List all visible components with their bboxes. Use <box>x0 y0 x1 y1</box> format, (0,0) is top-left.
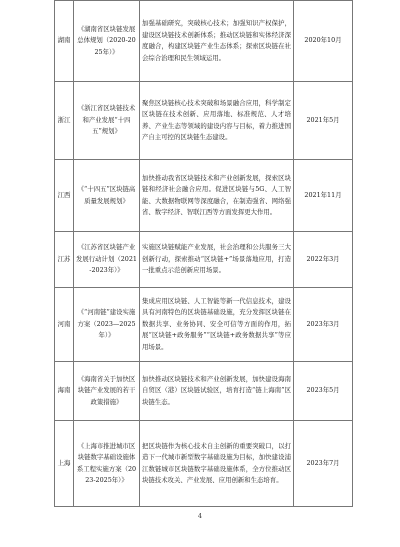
document-name-cell: 《“河南链”建设实施方案（2023—2025年）》 <box>74 288 140 362</box>
region-cell: 上海 <box>55 421 74 507</box>
table-row <box>55 232 353 288</box>
description-cell: 把区块链作为核心技术自主创新的重要突破口，以打造下一代城市新型数字基础设施为目标，加快建设浦江数链城市区块链数字基础设施体系，全方位推动区块链技术攻关、产业发展、应用创新和生态培育。 <box>140 421 294 507</box>
document-name-cell: 《上海市推进城市区块链数字基础设施体系工程实施方案（2023-2025年）》 <box>74 421 140 507</box>
date-cell: 2023年3月 <box>294 288 353 362</box>
document-name-cell: 《浙江省区块链技术和产业发展“十四五”规划》 <box>74 82 140 160</box>
region-cell: 浙江 <box>55 82 74 160</box>
date-cell: 2021年11月 <box>294 160 353 232</box>
region-cell: 河南 <box>55 288 74 362</box>
description-cell: 加快推动区块链技术和产业创新发展，加快建设海南自贸区（港）区块链试验区，培育打造“链上海南”区块链生态。 <box>140 362 294 421</box>
description-cell: 加强基础研究，突破核心技术；加强知识产权保护，建设区块链技术创新体系；推动区块链和实体经济深度融合，构建区块链产业生态体系；探索区块链在社会综合治理和民生领域运用。 <box>140 1 294 82</box>
description-cell: 实施区块链赋能产业发展，社会治理和公共服务三大创新行动，探索推动“区块链+”场景落地应用，打造一批重点示范创新应用场景。 <box>140 232 294 288</box>
document-name-cell: 《海南省关于加快区块链产业发展的若干政策措施》 <box>74 362 140 421</box>
description-cell: 聚焦区块链核心技术突破和场景融合应用，科学制定区块链在技术创新、应用落地、标准规范、人才培养、产业生态等领域的建设内容与目标，着力推进国产自主可控的区块链生态建设。 <box>140 82 294 160</box>
region-cell: 江西 <box>55 160 74 232</box>
table-row <box>55 288 353 362</box>
date-cell: 2022年3月 <box>294 232 353 288</box>
table-row <box>55 362 353 421</box>
region-cell: 江苏 <box>55 232 74 288</box>
table-row <box>55 160 353 232</box>
region-cell: 海南 <box>55 362 74 421</box>
date-cell: 2020年10月 <box>294 1 353 82</box>
date-cell: 2023年5月 <box>294 362 353 421</box>
date-cell: 2021年5月 <box>294 82 353 160</box>
description-cell: 集成应用区块链、人工智能等新一代信息技术，建设具有河南特色的区块链基础设施，充分发挥区块链在数据共享、业务协同、安全可信等方面的作用，拓展“区块链+政务服务”“区块链+政务数据共享”等应用场景。 <box>140 288 294 362</box>
description-cell: 加快推动我省区块链技术和产业创新发展，探索区块链和经济社会融合应用。促进区块链与5G、人工智能、大数据物联网等深度融合，在制造强省、网络强省、数字经济、智联江西等方面发挥更大作用。 <box>140 160 294 232</box>
policy-table <box>54 0 353 507</box>
page-number: 4 <box>197 512 203 520</box>
table-row <box>55 82 353 160</box>
document-name-cell: 《湖南省区块链发展总体规划（2020-2025年）》 <box>74 1 140 82</box>
document-name-cell: 《“十四五”区块链高质量发展规划》 <box>74 160 140 232</box>
table-row <box>55 1 353 82</box>
document-name-cell: 《江苏省区块链产业发展行动计划（2021-2023年）》 <box>74 232 140 288</box>
region-cell: 湖南 <box>55 1 74 82</box>
table-row <box>55 421 353 507</box>
date-cell: 2023年7月 <box>294 421 353 507</box>
